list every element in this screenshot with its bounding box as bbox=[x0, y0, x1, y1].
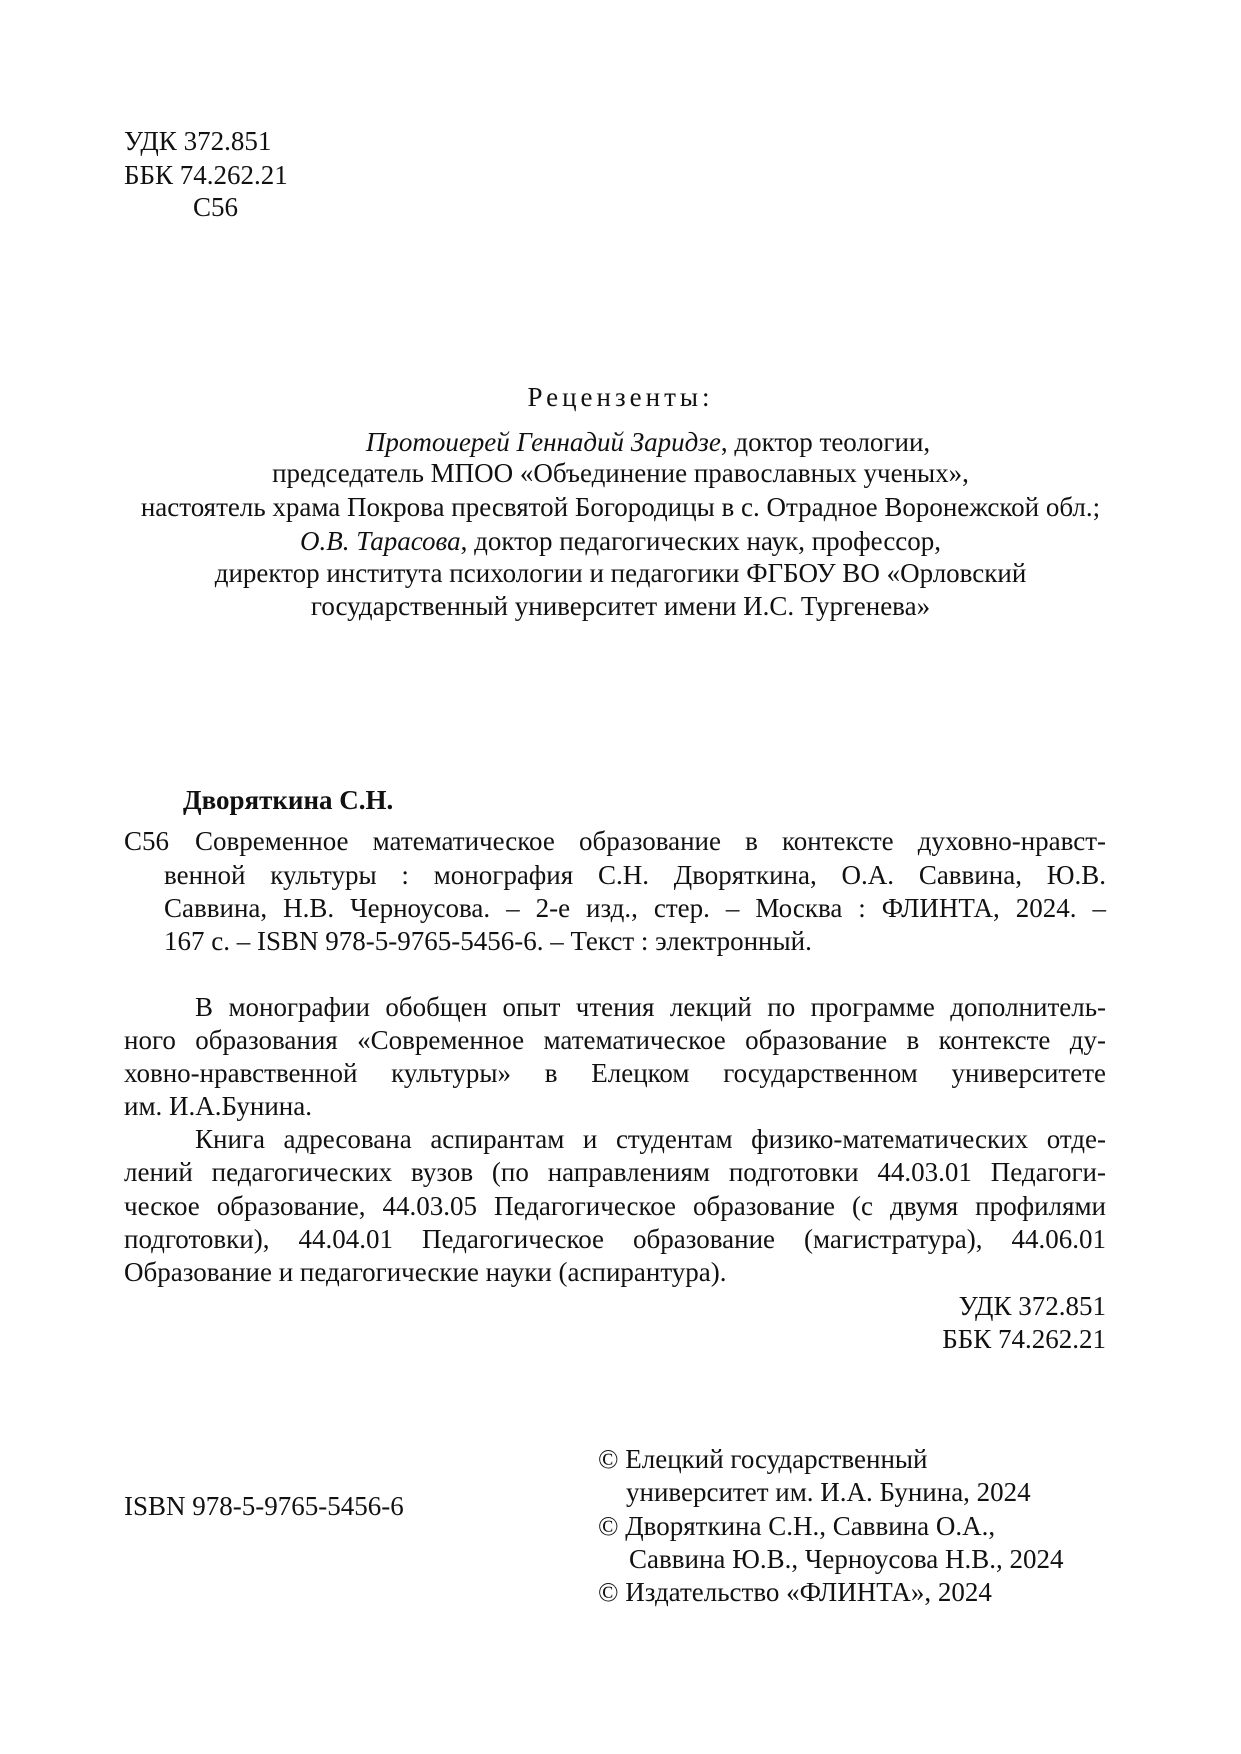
reviewer-1-line-2: председатель МПОО «Объединение православных ученых», bbox=[272, 458, 969, 488]
annotation-p1-line-4: им. И.А.Бунина. bbox=[124, 1091, 312, 1121]
reviewer-2-degree: , доктор педагогических наук, профессор, bbox=[460, 526, 942, 556]
udk-code-right: УДК 372.851 bbox=[958, 1291, 1106, 1321]
udk-code: УДК 372.851 bbox=[124, 126, 272, 156]
annotation-p2-line-3: ческое образование, 44.03.05 Педагогическое образование (с двумя профилями bbox=[124, 1191, 1106, 1221]
copyright-1-line-1: © Елецкий государственный bbox=[598, 1444, 928, 1474]
reviewers-heading: Рецензенты: bbox=[527, 382, 714, 412]
bib-author-mark: С56 bbox=[124, 826, 170, 856]
bib-line-1: Современное математическое образование в контексте духовно-нравст- bbox=[195, 826, 1106, 856]
reviewer-1-line-3: настоятель храма Покрова пресвятой Богородицы в с. Отрадное Воронежской обл.; bbox=[140, 492, 1101, 522]
copyright-2-line-2: Саввина Ю.В., Черноусова Н.В., 2024 bbox=[629, 1544, 1064, 1574]
annotation-p2-line-4: подготовки), 44.04.01 Педагогическое образование (магистратура), 44.06.01 bbox=[124, 1224, 1106, 1254]
annotation-p1-line-2: ного образования «Современное математическое образование в контексте ду- bbox=[124, 1025, 1106, 1055]
annotation-p2-line-1: Книга адресована аспирантам и студентам физико-математических отде- bbox=[195, 1124, 1106, 1154]
reviewer-2-name: О.В. Тарасова bbox=[299, 526, 461, 556]
reviewer-1-name: Протоиерей Геннадий Заридзе bbox=[365, 427, 721, 457]
reviewer-1-line-1 bbox=[0, 426, 1241, 458]
bbk-code-right: ББК 74.262.21 bbox=[942, 1324, 1106, 1354]
bib-line-2: венной культуры : монография С.Н. Дворяткина, О.А. Саввина, Ю.В. bbox=[164, 860, 1106, 890]
annotation-p2-line-5: Образование и педагогические науки (аспирантура). bbox=[124, 1257, 727, 1287]
isbn: ISBN 978-5-9765-5456-6 bbox=[124, 1491, 404, 1521]
author-heading: Дворяткина С.Н. bbox=[183, 785, 394, 815]
copyright-3: © Издательство «ФЛИНТА», 2024 bbox=[598, 1577, 992, 1607]
copyright-2-line-1: © Дворяткина С.Н., Саввина О.А., bbox=[598, 1511, 996, 1541]
bib-line-4: 167 с. – ISBN 978-5-9765-5456-6. – Текст : электронный. bbox=[164, 926, 812, 956]
annotation-p2-line-2: лений педагогических вузов (по направлениям подготовки 44.03.01 Педагоги- bbox=[124, 1157, 1106, 1187]
copyright-1-line-2: университет им. И.А. Бунина, 2024 bbox=[626, 1477, 1031, 1507]
author-mark: С56 bbox=[193, 192, 239, 222]
bib-line-3: Саввина, Н.В. Черноусова. – 2-е изд., стер. – Москва : ФЛИНТА, 2024. – bbox=[164, 893, 1106, 923]
reviewer-2-line-3: государственный университет имени И.С. Тургенева» bbox=[310, 591, 931, 621]
reviewer-2-line-2: директор института психологии и педагогики ФГБОУ ВО «Орловский bbox=[214, 558, 1027, 588]
bbk-code: ББК 74.262.21 bbox=[124, 160, 288, 190]
reviewer-2-line-1 bbox=[0, 525, 1241, 557]
annotation-p1-line-3: ховно-нравственной культуры» в Елецком государственном университете bbox=[124, 1058, 1106, 1088]
annotation-p1-line-1: В монографии обобщен опыт чтения лекций по программе дополнитель- bbox=[195, 992, 1106, 1022]
reviewer-1-degree: , доктор теологии, bbox=[720, 427, 931, 457]
